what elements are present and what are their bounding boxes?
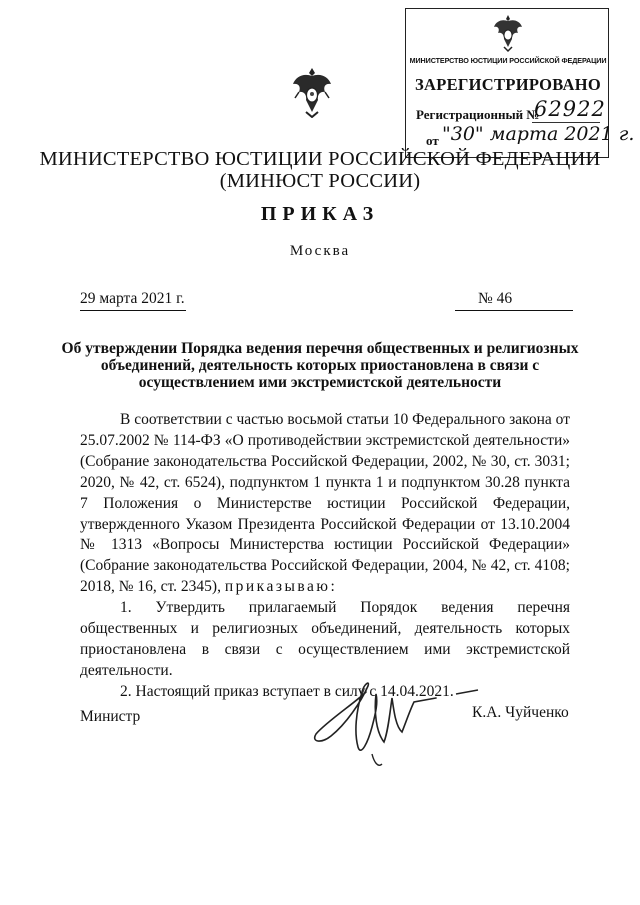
ministry-name-line1: МИНИСТЕРСТВО ЮСТИЦИИ РОССИЙСКОЙ ФЕДЕРАЦИИ <box>39 148 601 170</box>
preamble-text: В соответствии с частью восьмой статьи 10 Федерального закона от 25.07.2002 № 114-ФЗ «О противодействии экстремистской деятельности» (Собрание законодательства Российской Федерации, 2002, № 30, ст. 3031; 2020, № 42, ст. 6524), подпунктом 1 пункта 1 и подпунктом 30.28 пункта 7 Положения о Министерстве юстиции Российской Федерации, утвержденного Указом Президента Российской Федерации от 13.10.2004 № 1313 «Вопросы Министерства юстиции Российской Федерации» (Собрание законодательства Российской Федерации, 2004, № 42, ст. 4108; 2018, № 16, ст. 2345), <box>80 411 570 596</box>
stamp-ministry-name: МИНИСТЕРСТВО ЮСТИЦИИ РОССИЙСКОЙ ФЕДЕРАЦИИ <box>409 56 607 65</box>
item-2: 2. Настоящий приказ вступает в силу с 14.04.2021. <box>120 682 454 700</box>
stamp-date-label: от <box>426 133 439 148</box>
stamp-date-value: "30" марта 2021 г. <box>442 123 635 145</box>
item-1: 1. Утвердить прилагаемый Порядок ведения перечня общественных и религиозных объединений, деятельность которых приостановлена в связи с осуществлением ими экстремистской деятельности. <box>80 599 570 679</box>
date-underline <box>80 310 186 311</box>
registration-stamp <box>405 8 635 158</box>
order-title: Об утверждении Порядка ведения перечня общественных и религиозных объединений, деятельность которых приостановлена в связи с осуществлением ими экстремистской деятельности <box>61 340 579 391</box>
ministry-name <box>0 148 640 192</box>
signer-position: Министр <box>80 708 141 725</box>
signer-name: К.А. Чуйченко <box>472 704 569 721</box>
coat-of-arms-icon <box>492 13 524 53</box>
document-type: ПРИКАЗ <box>260 203 380 225</box>
stamp-registered-text: ЗАРЕГИСТРИРОВАНО <box>414 75 602 94</box>
stamp-reg-number: 62922 <box>534 97 606 121</box>
preamble-paragraph <box>80 410 570 598</box>
ministry-name-line2: (МИНЮСТ РОССИИ) <box>219 170 421 192</box>
coat-of-arms-icon <box>291 66 333 118</box>
order-body <box>80 410 570 703</box>
stamp-reg-label: Регистрационный № <box>416 107 540 122</box>
city: Москва <box>289 243 351 259</box>
order-date: 29 марта 2021 г. <box>80 290 185 307</box>
order-word: приказываю: <box>224 578 338 596</box>
order-number: № 46 <box>478 290 513 307</box>
number-underline <box>455 310 573 311</box>
handwritten-signature <box>306 672 481 770</box>
